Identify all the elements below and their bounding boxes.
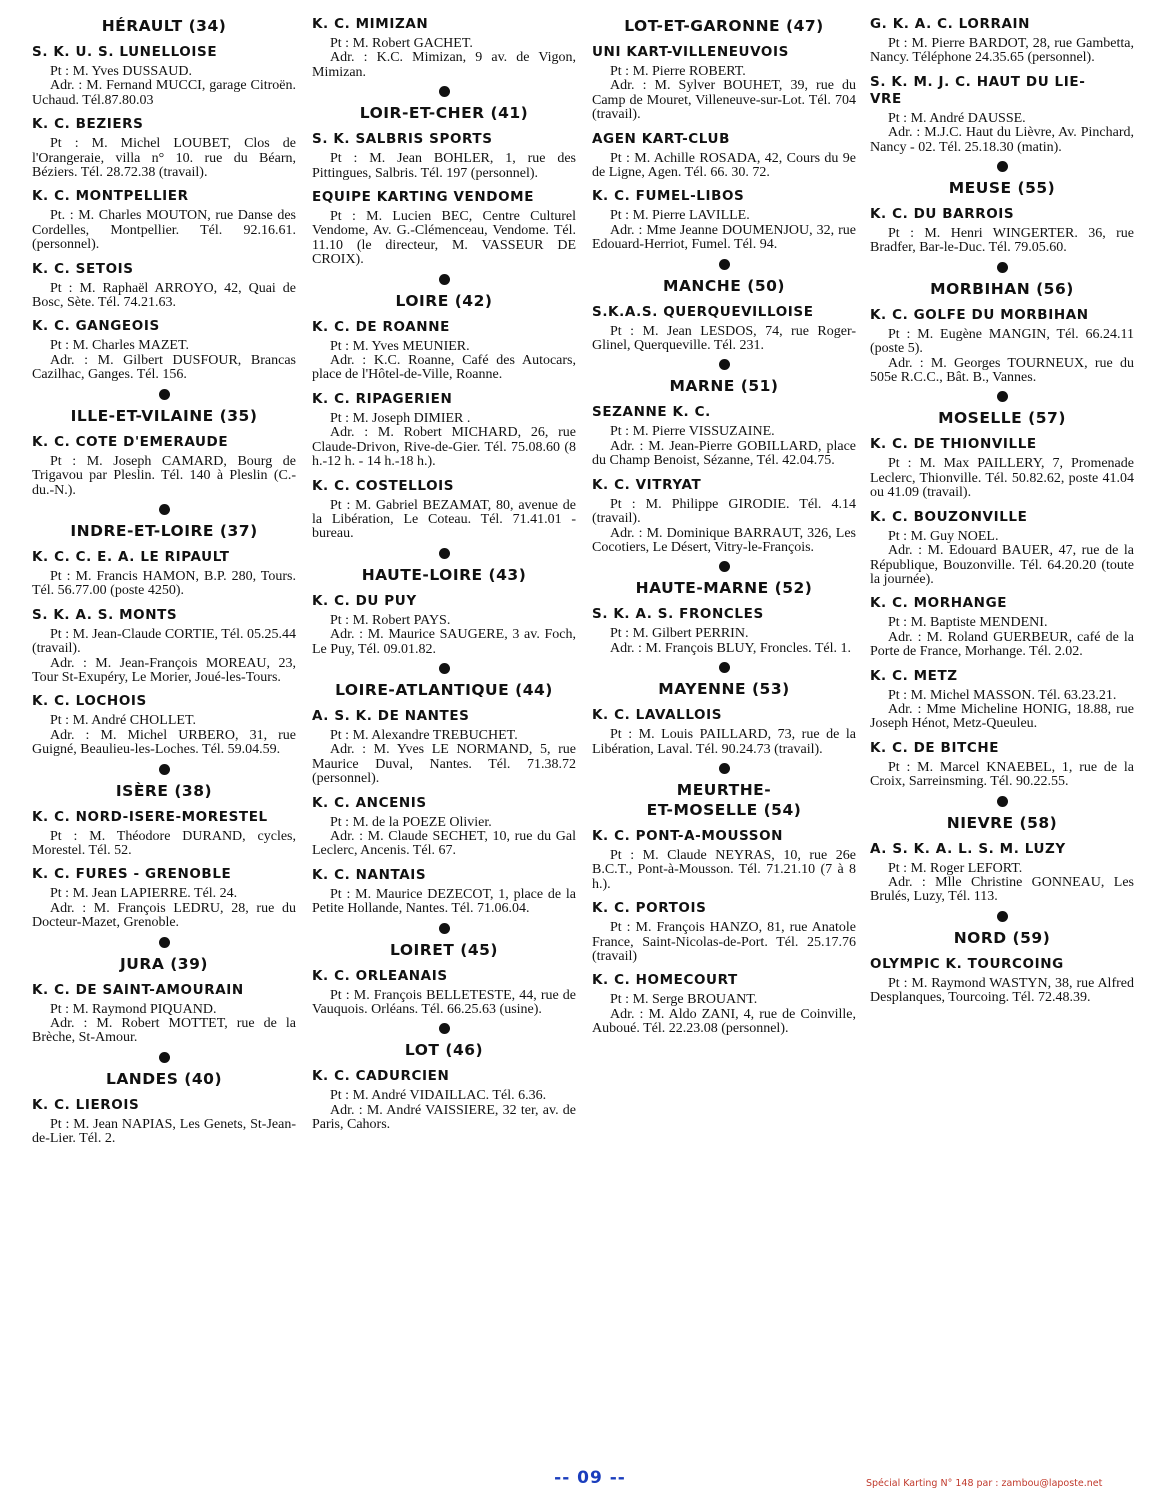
department-heading: MAYENNE (53) <box>658 680 790 699</box>
club-name: K. C. FUMEL-LIBOS <box>592 188 745 205</box>
club-entry <box>592 900 856 964</box>
department-heading: LOIR-ET-CHER (41) <box>359 104 529 123</box>
club-name: S. K. M. J. C. HAUT DU LIE- VRE <box>870 73 1086 107</box>
bullet-separator-icon <box>997 161 1008 172</box>
bullet-separator-icon <box>719 359 730 370</box>
club-address: Adr. : M. Fernand MUCCI, garage Citroën. Uchaud. Tél.87.80.03 <box>32 78 296 108</box>
club-president: Pt : M. Pierre BARDOT, 28, rue Gambetta, Nancy. Téléphone 24.35.65 (personnel). <box>870 36 1134 66</box>
club-name: K. C. DE THIONVILLE <box>870 436 1037 453</box>
club-name: AGEN KART-CLUB <box>592 130 730 147</box>
column-4 <box>870 14 1134 1006</box>
club-president: Pt : M. Théodore DURAND, cycles, Morestel. Tél. 52. <box>32 828 296 858</box>
department-heading: NIEVRE (58) <box>946 813 1058 832</box>
club-president: Pt : M. Serge BROUANT. <box>610 992 758 1008</box>
club-address: Adr. : M. Robert MOTTET, rue de la Brèche, St-Amour. <box>32 1016 296 1046</box>
club-entry <box>32 693 296 757</box>
club-address: Adr. : M. Claude SECHET, 10, rue du Gal Leclerc, Ancenis. Tél. 67. <box>312 828 576 859</box>
club-name: K. C. DU BARROIS <box>870 206 1015 223</box>
club-president: Pt : M. Charles MAZET. <box>50 338 189 354</box>
bullet-separator-icon <box>439 274 450 285</box>
department-heading: LOIRE-ATLANTIQUE (44) <box>335 680 553 699</box>
department-heading: ISÈRE (38) <box>115 781 213 800</box>
club-entry <box>870 740 1134 790</box>
club-name: K. C. METZ <box>870 667 958 684</box>
club-entry <box>870 16 1134 66</box>
club-name: S.K.A.S. QUERQUEVILLOISE <box>592 303 814 320</box>
club-address: Adr. : M. Jean-François MOREAU, 23, Tour St-Exupéry, Le Morier, Joué-les-Tours. <box>32 655 296 685</box>
club-entry <box>32 809 296 859</box>
club-name: K. C. ANCENIS <box>312 794 427 811</box>
bullet-separator-icon <box>719 561 730 572</box>
club-name: K. C. SETOIS <box>32 260 134 277</box>
club-president: Pt : M. Francis HAMON, B.P. 280, Tours. Tél. 56.77.00 (poste 4250). <box>32 568 296 599</box>
club-president: Pt : M. François HANZO, 81, rue Anatole France, Saint-Nicolas-de-Port. Tél. 25.17.76 (travail) <box>592 920 856 964</box>
club-name: K. C. GANGEOIS <box>32 318 160 335</box>
club-entry <box>312 131 576 181</box>
club-president: Pt : M. Raphaël ARROYO, 42, Quai de Bosc, Sète. Tél. 74.21.63. <box>32 280 296 311</box>
club-president: Pt : M. Jean-Claude CORTIE, Tél. 05.25.44 (travail). <box>32 626 296 657</box>
department-heading: NORD (59) <box>953 928 1051 947</box>
club-name: K. C. GOLFE DU MORBIHAN <box>870 306 1089 323</box>
club-entry <box>32 44 296 108</box>
club-name: G. K. A. C. LORRAIN <box>870 16 1031 32</box>
club-president: Pt : M. Raymond PIQUAND. <box>50 1001 217 1017</box>
club-entry <box>592 404 856 468</box>
department-heading: MEUSE (55) <box>948 179 1056 198</box>
club-name: S. K. SALBRIS SPORTS <box>312 131 493 148</box>
club-entry <box>870 509 1134 588</box>
club-name: K. C. BOUZONVILLE <box>870 508 1028 525</box>
bullet-separator-icon <box>439 548 450 559</box>
club-entry <box>312 478 576 542</box>
club-entry <box>592 304 856 354</box>
department-heading: MANCHE (50) <box>663 276 785 295</box>
club-address: Adr. : M. Dominique BARRAUT, 326, Les Cocotiers, Le Désert, Vitry-le-François. <box>592 525 856 555</box>
club-entry <box>870 206 1134 256</box>
page-number: -- 09 -- <box>554 1468 626 1488</box>
club-entry <box>32 549 296 599</box>
club-president: Pt : M. Jean NAPIAS, Les Genets, St-Jean-de-Lier. Tél. 2. <box>32 1116 296 1147</box>
department-heading: LOIRET (45) <box>390 940 498 959</box>
club-entry <box>312 593 576 657</box>
club-president: Pt : M. Eugène MANGIN, Tél. 66.24.11 (poste 5). <box>870 326 1134 357</box>
club-address: Adr. : M. François BLUY, Froncles. Tél. 1. <box>610 640 851 656</box>
club-entry <box>312 391 576 470</box>
club-name: K. C. MORHANGE <box>870 595 1008 612</box>
bullet-separator-icon <box>159 937 170 948</box>
club-president: Pt : M. Henri WINGERTER. 36, rue Bradfer, Bar-le-Duc. Tél. 79.05.60. <box>870 226 1134 256</box>
club-president: Pt : M. Joseph DIMIER . <box>330 410 471 426</box>
club-president: Pt : M. Robert GACHET. <box>330 36 473 51</box>
bullet-separator-icon <box>439 86 450 97</box>
department-heading: MEURTHE- ET-MOSELLE (54) <box>646 780 802 819</box>
club-name: K. C. LIEROIS <box>32 1096 140 1113</box>
club-president: Pt. : M. Charles MOUTON, rue Danse des Cordelles, Montpellier. Tél. 92.16.61. (personnel). <box>32 208 296 253</box>
club-name: K. C. DE ROANNE <box>312 318 450 335</box>
club-entry <box>592 131 856 181</box>
club-entry <box>312 867 576 917</box>
club-president: Pt : M. Lucien BEC, Centre Culturel Vendome, Av. G.-Clémenceau, Vendome. Tél. 11.10 (le directeur, M. VASSEUR DE CROIX). <box>312 209 576 268</box>
club-president: Pt : M. Pierre ROBERT. <box>610 64 746 79</box>
club-president: Pt : M. Maurice DEZECOT, 1, place de la Petite Hollande, Nantes. Tél. 71.06.04. <box>312 886 576 917</box>
bullet-separator-icon <box>997 262 1008 273</box>
club-president: Pt : M. Pierre LAVILLE. <box>610 208 750 224</box>
club-name: OLYMPIC K. TOURCOING <box>870 955 1064 972</box>
club-president: Pt : M. Achille ROSADA, 42, Cours du 9e de Ligne, Agen. Tél. 66. 30. 72. <box>592 150 856 181</box>
club-address: Adr. : M. André VAISSIERE, 32 ter, av. de Paris, Cahors. <box>312 1102 576 1133</box>
club-name: K. C. RIPAGERIEN <box>312 390 453 407</box>
club-entry <box>312 1068 576 1132</box>
bullet-separator-icon <box>159 764 170 775</box>
club-entry <box>312 189 576 268</box>
bullet-separator-icon <box>439 1023 450 1034</box>
club-president: Pt : M. André CHOLLET. <box>50 713 196 729</box>
club-entry <box>870 74 1134 155</box>
club-name: SEZANNE K. C. <box>592 404 711 421</box>
club-entry <box>32 188 296 252</box>
club-entry <box>32 318 296 382</box>
club-entry <box>870 595 1134 659</box>
department-heading: MOSELLE (57) <box>938 409 1066 428</box>
club-address: Adr. : M. Gilbert DUSFOUR, Brancas Cazilhac, Ganges. Tél. 156. <box>32 352 296 383</box>
club-entry <box>312 16 576 80</box>
club-entry <box>32 866 296 930</box>
club-president: Pt : M. Claude NEYRAS, 10, rue 26e B.C.T., Pont-à-Mousson. Tél. 71.21.10 (7 à 8 h.). <box>592 847 856 892</box>
club-entry <box>312 708 576 787</box>
bullet-separator-icon <box>159 389 170 400</box>
bullet-separator-icon <box>159 1052 170 1063</box>
club-entry <box>32 434 296 498</box>
club-name: EQUIPE KARTING VENDOME <box>312 189 535 206</box>
club-entry <box>870 668 1134 732</box>
club-president: Pt : M. Gilbert PERRIN. <box>610 626 749 642</box>
club-address: Adr. : M. Georges TOURNEUX, rue du 505e R.C.C., Bât. B., Vannes. <box>870 355 1134 386</box>
bullet-separator-icon <box>439 663 450 674</box>
club-entry <box>592 972 856 1036</box>
club-address: Adr. : M. Sylver BOUHET, 39, rue du Camp de Mouret, Villeneuve-sur-Lot. Tél. 704 (travail). <box>592 78 856 123</box>
club-entry <box>32 1097 296 1147</box>
club-entry <box>870 841 1134 905</box>
club-name: K. C. DE SAINT-AMOURAIN <box>32 981 244 998</box>
bullet-separator-icon <box>159 504 170 515</box>
club-president: Pt : M. Alexandre TREBUCHET. <box>330 727 518 743</box>
club-entry <box>592 707 856 757</box>
club-name: K. C. LAVALLOIS <box>592 707 723 724</box>
column-3 <box>592 14 856 1037</box>
club-name: K. C. FURES - GRENOBLE <box>32 866 232 883</box>
club-president: Pt : M. Yves DUSSAUD. <box>50 64 192 79</box>
department-heading: HAUTE-LOIRE (43) <box>361 565 527 584</box>
club-address: Adr. : M. Robert MICHARD, 26, rue Claude-Drivon, Rive-de-Gier. Tél. 75.08.60 (8 h.-12 h. - 14 h.-18 h.). <box>312 425 576 470</box>
department-heading: MORBIHAN (56) <box>930 279 1074 298</box>
club-address: Adr. : M. Jean-Pierre GOBILLARD, place du Champ Benoist, Sézanne, Tél. 42.04.75. <box>592 438 856 469</box>
club-name: K. C. DE BITCHE <box>870 739 1000 756</box>
department-heading: JURA (39) <box>120 954 208 973</box>
club-address: Adr. : M. Aldo ZANI, 4, rue de Coinville, Auboué. Tél. 22.23.08 (personnel). <box>592 1006 856 1037</box>
credit-line: Spécial Karting N° 148 par : zambou@laposte.net <box>866 1478 1103 1489</box>
club-entry <box>870 307 1134 386</box>
club-name: A. S. K. A. L. S. M. LUZY <box>870 840 1066 857</box>
club-address: Adr. : Mlle Christine GONNEAU, Les Brulés, Luzy, Tél. 113. <box>870 874 1134 905</box>
club-entry <box>592 188 856 252</box>
club-name: K. C. C. E. A. LE RIPAULT <box>32 548 230 565</box>
club-name: S. K. A. S. FRONCLES <box>592 606 764 623</box>
club-president: Pt : M. Roger LEFORT. <box>888 860 1023 876</box>
department-heading: LOT-ET-GARONNE (47) <box>624 17 824 35</box>
club-president: Pt : M. Yves MEUNIER. <box>330 338 470 354</box>
club-address: Adr. : K.C. Mimizan, 9 av. de Vigon, Mimizan. <box>312 50 576 80</box>
club-name: K. C. VITRYAT <box>592 476 702 493</box>
club-name: K. C. MIMIZAN <box>312 16 429 32</box>
club-president: Pt : M. François BELLETESTE, 44, rue de Vauquois. Orléans. Tél. 66.25.63 (usine). <box>312 987 576 1017</box>
club-name: K. C. COSTELLOIS <box>312 477 455 494</box>
club-name: S. K. A. S. MONTS <box>32 606 178 623</box>
club-president: Pt : M. Michel LOUBET, Clos de l'Orangeraie, villa n° 10. rue du Béarn, Béziers. Tél. 28.72.38 (travail). <box>32 136 296 181</box>
department-heading: INDRE-ET-LOIRE (37) <box>70 521 258 540</box>
department-heading: LOIRE (42) <box>395 291 493 310</box>
club-entry <box>592 44 856 123</box>
column-1 <box>32 14 296 1147</box>
club-name: K. C. ORLEANAIS <box>312 967 448 984</box>
department-heading: HÉRAULT (34) <box>101 17 227 35</box>
club-name: K. C. HOMECOURT <box>592 972 738 989</box>
club-president: Pt : M. Baptiste MENDENI. <box>888 615 1048 631</box>
club-entry <box>32 982 296 1046</box>
club-president: Pt : M. André VIDAILLAC. Tél. 6.36. <box>330 1088 547 1104</box>
club-entry <box>592 606 856 656</box>
department-heading: LANDES (40) <box>105 1069 223 1088</box>
club-address: Adr. : M. Edouard BAUER, 47, rue de la République, Bouzonville. Tél. 64.20.20 (toute la journée). <box>870 543 1134 587</box>
club-address: Adr. : Mme Jeanne DOUMENJOU, 32, rue Edouard-Herriot, Fumel. Tél. 94. <box>592 222 856 253</box>
column-2 <box>312 14 576 1133</box>
club-president: Pt : M. Louis PAILLARD, 73, rue de la Libération, Laval. Tél. 90.24.73 (travail). <box>592 727 856 757</box>
club-address: Adr. : M. François LEDRU, 28, rue du Docteur-Mazet, Grenoble. <box>32 900 296 931</box>
club-address: Adr. : K.C. Roanne, Café des Autocars, place de l'Hôtel-de-Ville, Roanne. <box>312 353 576 383</box>
club-entry <box>312 968 576 1018</box>
bullet-separator-icon <box>719 259 730 270</box>
bullet-separator-icon <box>997 391 1008 402</box>
club-name: K. C. NORD-ISERE-MORESTEL <box>32 808 268 825</box>
club-address: Adr. : M. Roland GUERBEUR, café de la Porte de France, Morhange. Tél. 2.02. <box>870 629 1134 660</box>
club-entry <box>312 319 576 383</box>
club-address: Adr. : Mme Micheline HONIG, 18.88, rue Joseph Hénot, Metz-Queuleu. <box>870 701 1134 732</box>
club-name: K. C. PONT-A-MOUSSON <box>592 827 784 844</box>
club-president: Pt : M. Michel MASSON. Tél. 63.23.21. <box>888 687 1117 703</box>
club-president: Pt : M. Philippe GIRODIE. Tél. 4.14 (travail). <box>592 496 856 527</box>
club-entry <box>870 956 1134 1006</box>
club-entry <box>32 116 296 180</box>
club-president: Pt : M. Joseph CAMARD, Bourg de Trigavou par Pleslin. Tél. 140 à Pleslin (C.-du.-N.). <box>32 453 296 498</box>
club-president: Pt : M. André DAUSSE. <box>888 110 1026 126</box>
club-president: Pt : M. Max PAILLERY, 7, Promenade Leclerc, Thionville. Tél. 50.82.62, poste 41.04 ou 41.09 (travail). <box>870 456 1134 501</box>
club-president: Pt : M. Robert PAYS. <box>330 612 451 628</box>
bullet-separator-icon <box>719 763 730 774</box>
department-heading: MARNE (51) <box>669 377 779 396</box>
club-president: Pt : M. de la POEZE Olivier. <box>330 814 492 830</box>
club-name: K. C. PORTOIS <box>592 900 707 917</box>
club-president: Pt : M. Gabriel BEZAMAT, 80, avenue de la Libération, Le Coteau. Tél. 71.41.01 - bureau. <box>312 497 576 542</box>
department-heading: LOT (46) <box>404 1041 484 1060</box>
club-president: Pt : M. Raymond WASTYN, 38, rue Alfred Desplanques, Tourcoing. Tél. 72.48.39. <box>870 975 1134 1006</box>
club-name: K. C. CADURCIEN <box>312 1068 450 1085</box>
club-entry <box>312 795 576 859</box>
club-president: Pt : M. Jean LESDOS, 74, rue Roger-Glinel, Querqueville. Tél. 231. <box>592 323 856 354</box>
club-address: Adr. : M. Michel URBERO, 31, rue Guigné, Beaulieu-les-Loches. Tél. 59.04.59. <box>32 727 296 758</box>
bullet-separator-icon <box>997 796 1008 807</box>
club-name: K. C. DU PUY <box>312 592 417 609</box>
bullet-separator-icon <box>997 911 1008 922</box>
club-address: Adr. : M.J.C. Haut du Lièvre, Av. Pinchard, Nancy - 02. Tél. 25.18.30 (matin). <box>870 125 1134 155</box>
bullet-separator-icon <box>719 662 730 673</box>
club-name: A. S. K. DE NANTES <box>312 707 470 724</box>
club-entry <box>32 607 296 686</box>
club-president: Pt : M. Jean BOHLER, 1, rue des Pittingues, Salbris. Tél. 197 (personnel). <box>312 151 576 181</box>
club-name: K. C. LOCHOIS <box>32 693 147 710</box>
club-address: Adr. : M. Maurice SAUGERE, 3 av. Foch, Le Puy, Tél. 09.01.82. <box>312 627 576 657</box>
club-entry <box>592 828 856 892</box>
club-president: Pt : M. Pierre VISSUZAINE. <box>610 424 775 440</box>
department-heading: HAUTE-MARNE (52) <box>635 579 813 598</box>
club-name: K. C. MONTPELLIER <box>32 188 189 205</box>
club-entry <box>870 436 1134 500</box>
club-president: Pt : M. Marcel KNAEBEL, 1, rue de la Croix, Sarreinsming. Tél. 90.22.55. <box>870 759 1134 790</box>
department-heading: ILLE-ET-VILAINE (35) <box>70 406 258 425</box>
club-entry <box>592 477 856 556</box>
club-entry <box>32 261 296 311</box>
club-name: S. K. U. S. LUNELLOISE <box>32 44 218 60</box>
club-name: K. C. COTE D'EMERAUDE <box>32 433 229 450</box>
bullet-separator-icon <box>439 923 450 934</box>
club-address: Adr. : M. Yves LE NORMAND, 5, rue Maurice Duval, Nantes. Tél. 71.38.72 (personnel). <box>312 742 576 787</box>
club-president: Pt : M. Guy NOEL. <box>888 528 999 544</box>
club-name: K. C. NANTAIS <box>312 866 427 883</box>
club-president: Pt : M. Jean LAPIERRE. Tél. 24. <box>50 886 238 902</box>
club-name: UNI KART-VILLENEUVOIS <box>592 44 789 60</box>
club-name: K. C. BEZIERS <box>32 116 144 133</box>
